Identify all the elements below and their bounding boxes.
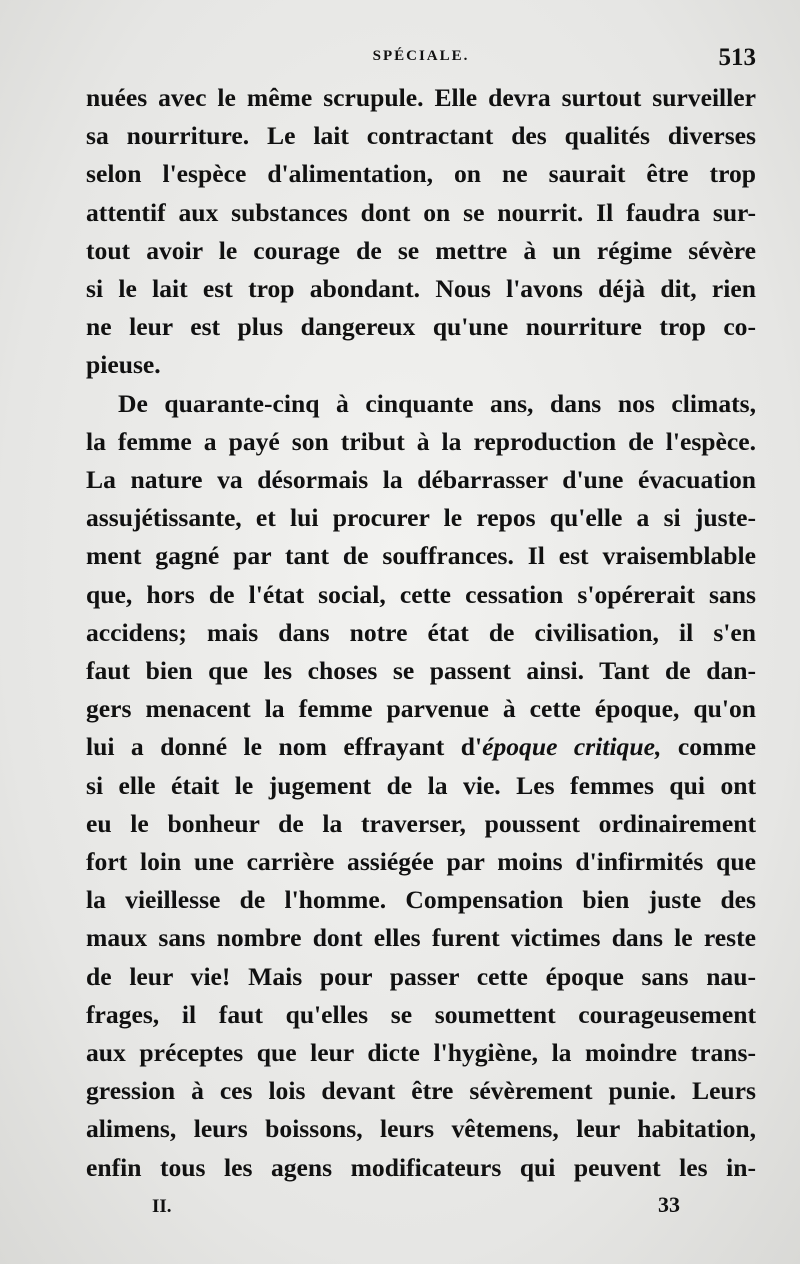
page-footer (86, 1192, 756, 1226)
text-line: si le lait est trop abondant. Nous l'avons déjà dit, rien (86, 274, 756, 304)
text-line: assujétissante, et lui procurer le repos qu'elle a si juste- (86, 503, 756, 533)
text-line: eu le bonheur de la traverser, poussent ordinairement (86, 808, 756, 838)
text-line: maux sans nombre dont elles furent victimes dans le reste (86, 923, 756, 953)
text-line: ment gagné par tant de souffrances. Il est vraisemblable (86, 541, 756, 571)
text-line: la vieillesse de l'homme. Compensation bien juste des (86, 885, 756, 915)
text-line-with-italic (86, 728, 756, 766)
paragraph-start-line: De quarante-cinq à cinquante ans, dans nos climats, (118, 388, 756, 418)
text-line: tout avoir le courage de se mettre à un régime sévère (86, 235, 756, 265)
page-header (86, 44, 756, 78)
text-line: que, hors de l'état social, cette cessation s'opérerait sans (86, 579, 756, 609)
text-line: accidens; mais dans notre état de civilisation, il s'en (86, 617, 756, 647)
text-segment: lui a donné le nom effrayant d' (86, 732, 483, 762)
text-line: selon l'espèce d'alimentation, on ne saurait être trop (86, 159, 756, 189)
text-line: si elle était le jugement de la vie. Les femmes qui ont (86, 770, 756, 800)
signature-mark: 33 (658, 1192, 680, 1217)
text-line: attentif aux substances dont on se nourrit. Il faudra sur- (86, 197, 756, 227)
text-line: fort loin une carrière assiégée par moins d'infirmités que (86, 847, 756, 877)
page-number: 513 (718, 44, 756, 71)
text-line: frages, il faut qu'elles se soumettent courageusement (86, 999, 756, 1029)
text-line: de leur vie! Mais pour passer cette époque sans nau- (86, 961, 756, 991)
text-line: La nature va désormais la débarrasser d'une évacuation (86, 465, 756, 495)
text-line: enfin tous les agens modificateurs qui peuvent les in- (86, 1152, 756, 1182)
text-line: gression à ces lois devant être sévèrement punie. Leurs (86, 1076, 756, 1106)
text-line: pieuse. (86, 350, 161, 380)
text-segment: comme (661, 732, 756, 762)
running-head: SPÉCIALE. (372, 48, 470, 64)
text-line: nuées avec le même scrupule. Elle devra surtout surveiller (86, 83, 756, 112)
text-line: faut bien que les choses se passent ainsi. Tant de dan- (86, 656, 756, 686)
text-line: la femme a payé son tribut à la reproduction de l'espèce. (86, 426, 756, 456)
italic-term: époque critique, (482, 732, 662, 762)
text-line: aux préceptes que leur dicte l'hygiène, la moindre trans- (86, 1038, 756, 1068)
text-line: ne leur est plus dangereux qu'une nourriture trop co- (86, 312, 756, 342)
text-line: alimens, leurs boissons, leurs vêtemens, leur habitation, (86, 1114, 756, 1144)
volume-number: II. (152, 1196, 172, 1217)
body-text (86, 79, 756, 1187)
text-line: sa nourriture. Le lait contractant des qualités diverses (86, 121, 756, 151)
text-line: gers menacent la femme parvenue à cette époque, qu'on (86, 694, 756, 724)
